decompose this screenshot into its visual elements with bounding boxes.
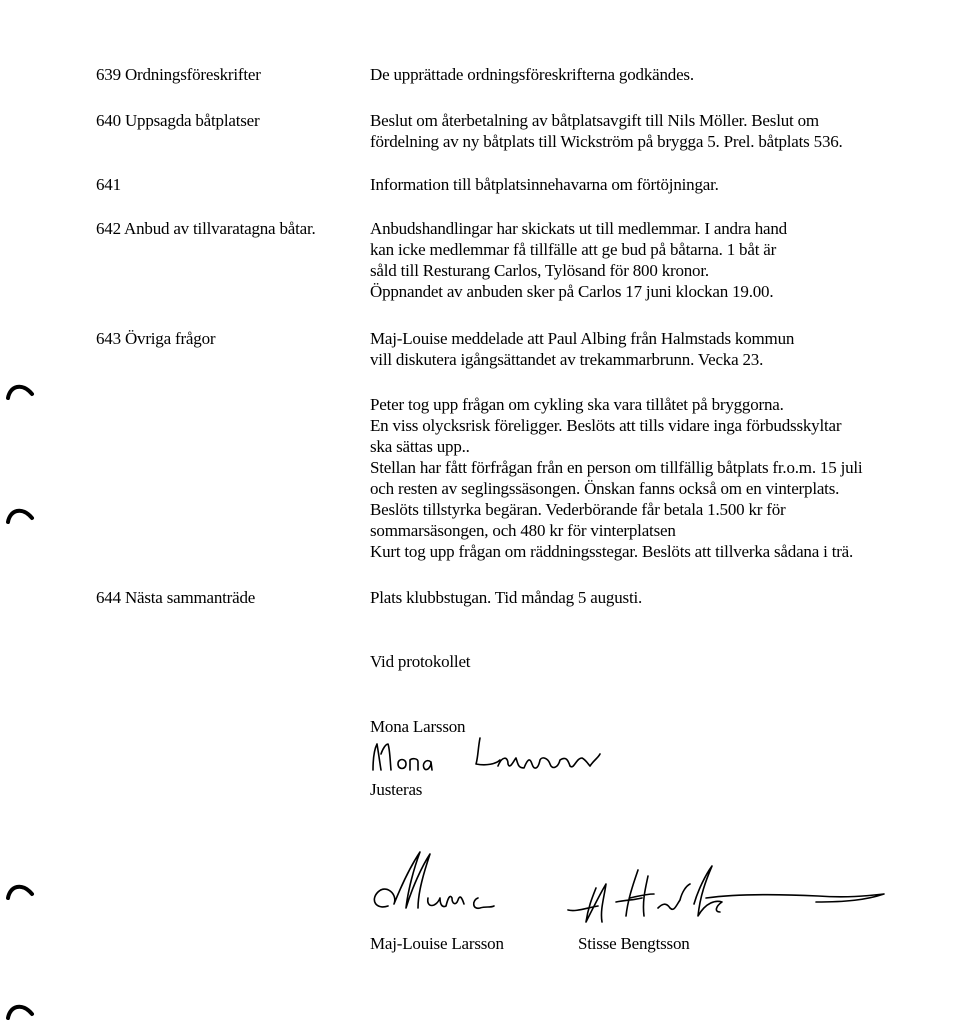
text-line: De upprättade ordningsföreskrifterna godkändes. — [370, 65, 694, 84]
item-text-639 — [370, 64, 694, 85]
text-line: kan icke medlemmar få tillfälle att ge bud på båtarna. 1 båt är — [370, 240, 777, 259]
text-line: Maj-Louise meddelade att Paul Albing från Halmstads kommun — [370, 329, 795, 348]
item-text-641 — [370, 174, 719, 195]
binder-hole-mark — [6, 380, 36, 402]
binder-hole-mark — [6, 880, 36, 902]
text-line: En viss olycksrisk föreligger. Beslöts att tills vidare inga förbudsskyltar — [370, 416, 842, 435]
item-text-642 — [370, 218, 787, 302]
item-label-639: 639 Ordningsföreskrifter — [96, 65, 261, 84]
protocol-label: Vid protokollet — [370, 652, 471, 671]
secretary-name: Mona Larsson — [370, 717, 466, 736]
item-text-643 — [370, 328, 794, 370]
text-line: såld till Resturang Carlos, Tylösand för 800 kronor. — [370, 261, 709, 280]
binder-hole-mark — [6, 504, 36, 526]
item-label-642: 642 Anbud av tillvaratagna båtar. — [96, 219, 316, 238]
text-line: och resten av seglingssäsongen. Önskan fanns också om en vinterplats. — [370, 479, 840, 498]
item-text-643-continued — [370, 394, 862, 562]
item-label-640: 640 Uppsagda båtplatser — [96, 111, 260, 130]
text-line: ska sättas upp.. — [370, 437, 470, 456]
text-line: Information till båtplatsinnehavarna om förtöjningar. — [370, 175, 719, 194]
item-text-640 — [370, 110, 843, 152]
item-label-643: 643 Övriga frågor — [96, 329, 216, 348]
text-line: Anbudshandlingar har skickats ut till medlemmar. I andra hand — [370, 219, 787, 238]
text-line: Peter tog upp frågan om cykling ska vara tillåtet på bryggorna. — [370, 395, 784, 414]
signer2-name: Stisse Bengtsson — [578, 934, 690, 953]
binder-hole-mark — [6, 1000, 36, 1022]
text-line: Stellan har fått förfrågan från en person om tillfällig båtplats fr.o.m. 15 juli — [370, 458, 863, 477]
item-label-641: 641 — [96, 175, 121, 194]
text-line: fördelning av ny båtplats till Wickström på brygga 5. Prel. båtplats 536. — [370, 132, 843, 151]
text-line: Beslöts tillstyrka begäran. Vederbörande får betala 1.500 kr för — [370, 500, 786, 519]
signer1-name: Maj-Louise Larsson — [370, 934, 504, 953]
text-line: Öppnandet av anbuden sker på Carlos 17 juni klockan 19.00. — [370, 282, 774, 301]
verified-label: Justeras — [370, 780, 423, 799]
text-line: sommarsäsongen, och 480 kr för vinterplatsen — [370, 521, 676, 540]
text-line: Beslut om återbetalning av båtplatsavgift till Nils Möller. Beslut om — [370, 111, 819, 130]
text-line: Kurt tog upp frågan om räddningsstegar. Beslöts att tillverka sådana i trä. — [370, 542, 854, 561]
item-text-644 — [370, 587, 642, 608]
signer2-signature — [566, 850, 896, 930]
item-label-644: 644 Nästa sammanträde — [96, 588, 256, 607]
text-line: Plats klubbstugan. Tid måndag 5 augusti. — [370, 588, 643, 607]
signer1-signature — [368, 846, 538, 931]
text-line: vill diskutera igångsättandet av trekammarbrunn. Vecka 23. — [370, 350, 764, 369]
